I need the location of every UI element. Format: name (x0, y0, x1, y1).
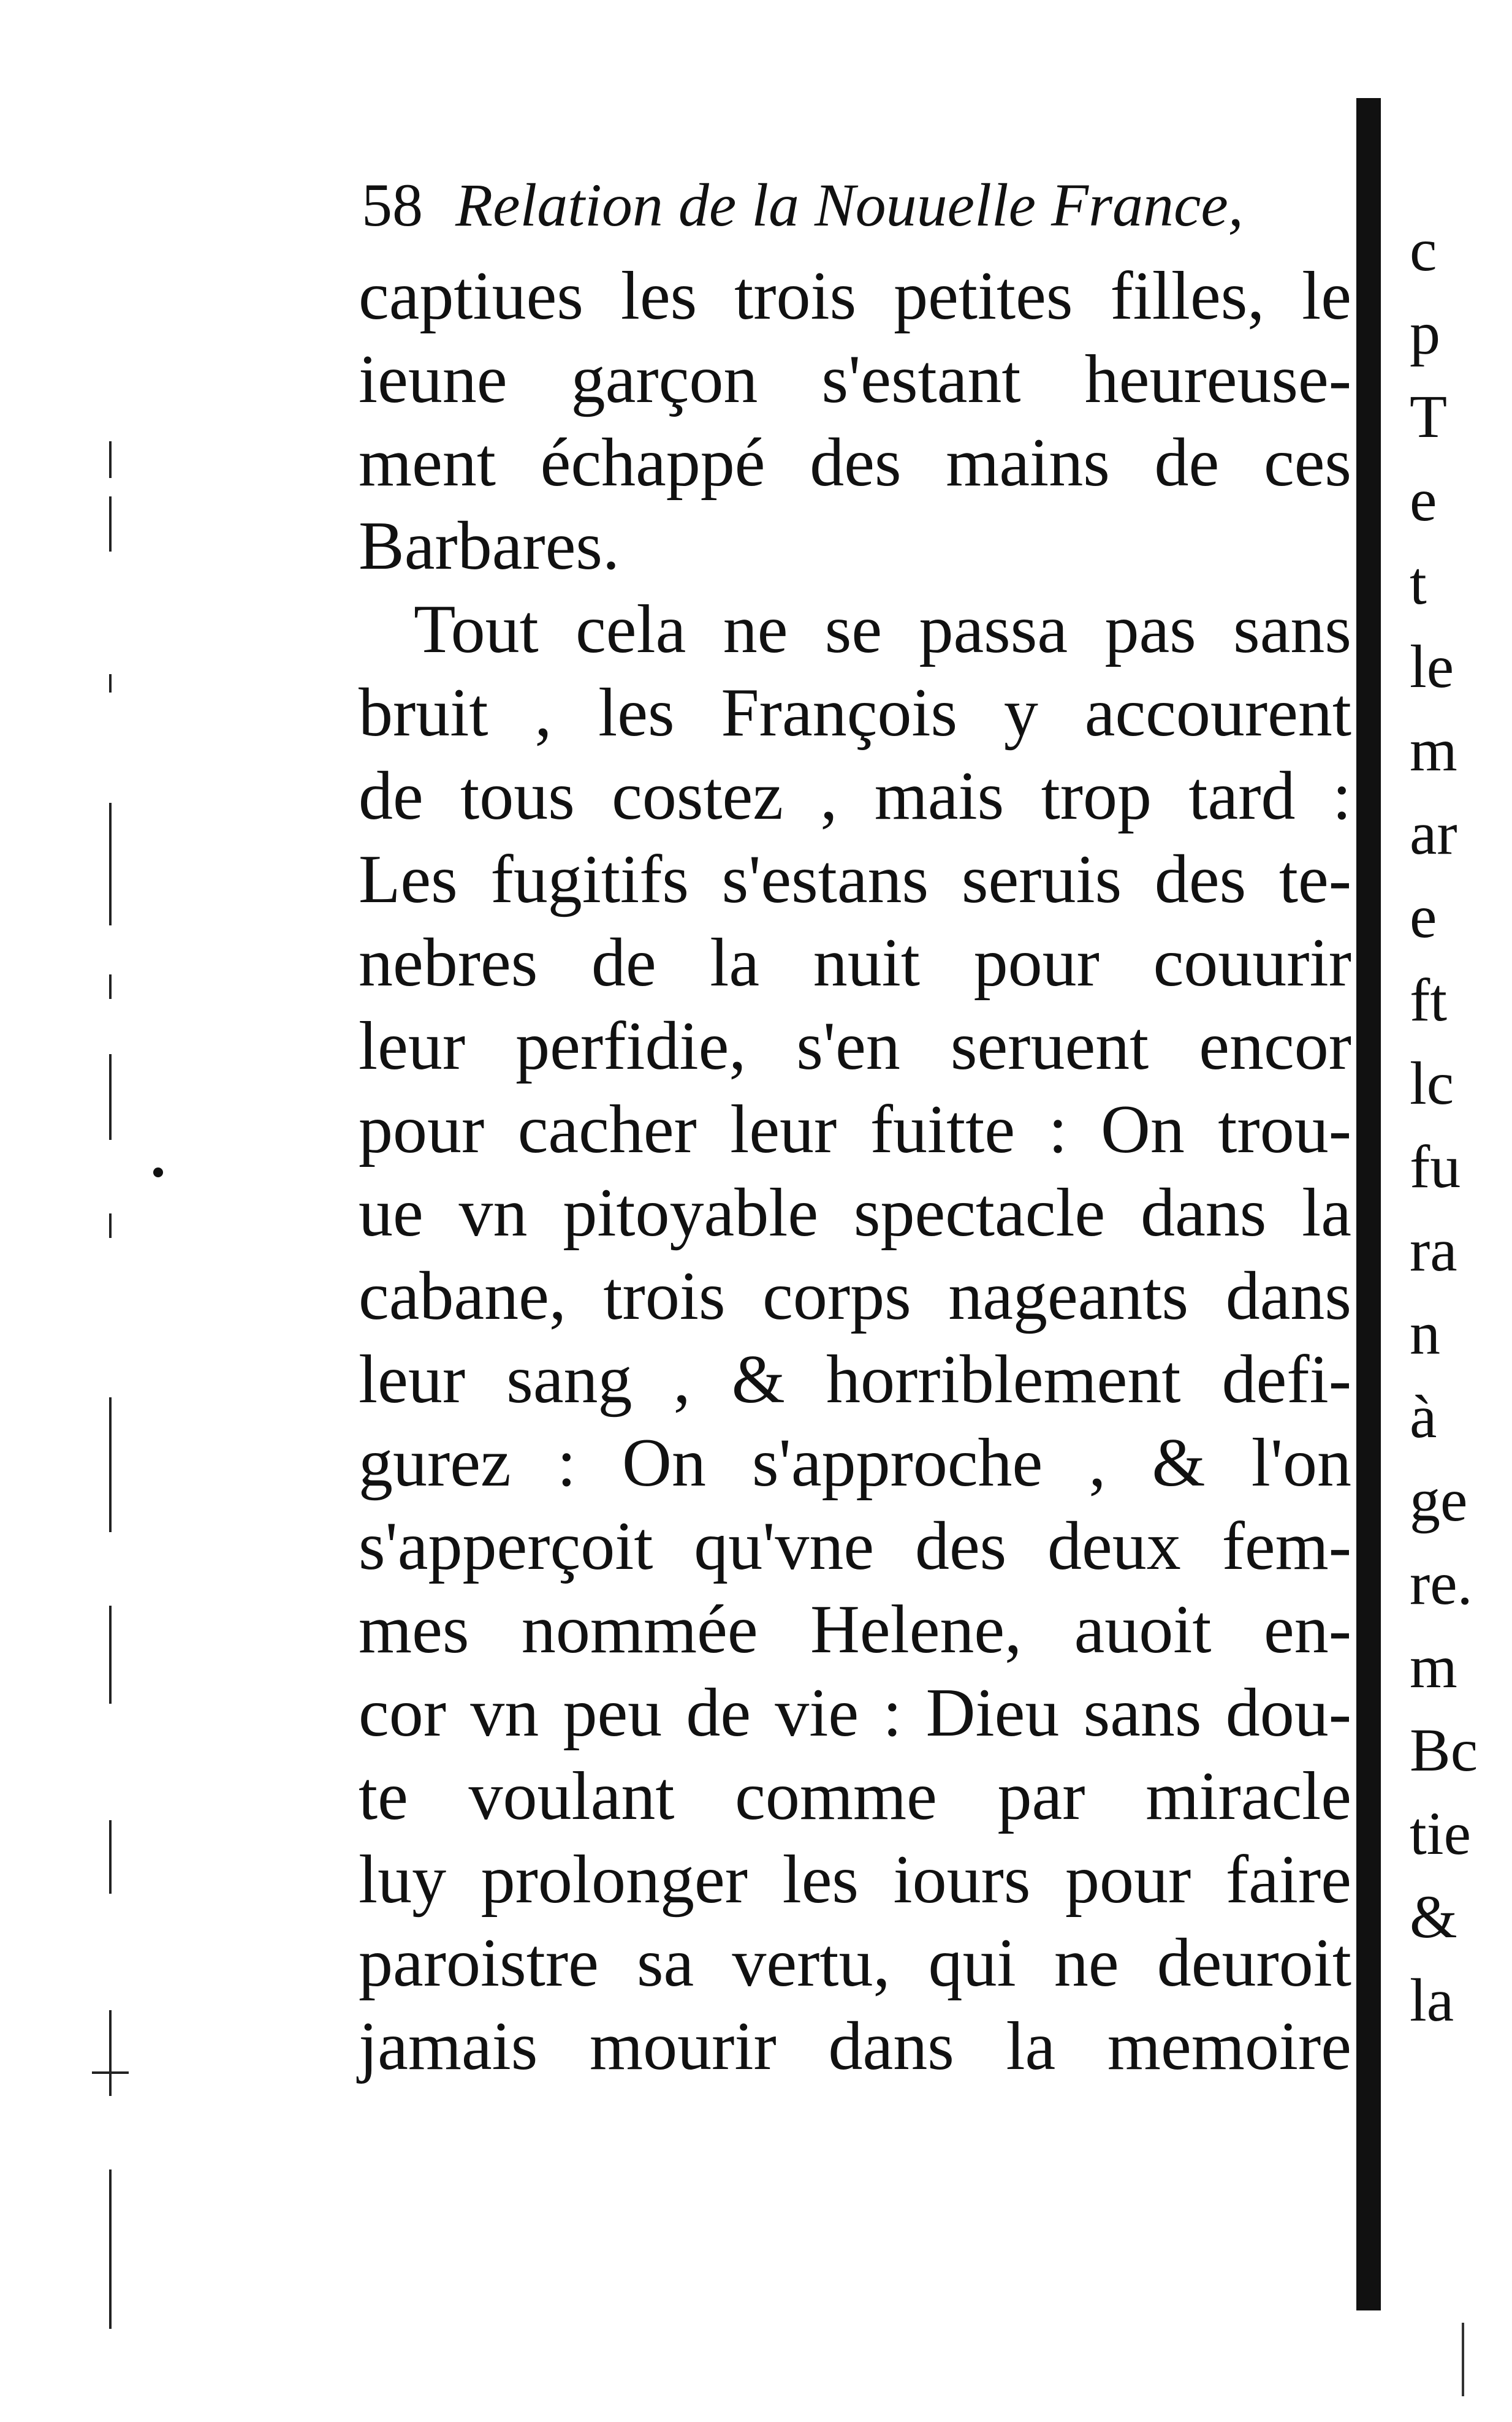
text-line: pour cacher leur fuitte : On trou- (359, 1091, 1351, 1167)
gutter-tick (109, 1054, 112, 1140)
facing-fragment: p (1410, 299, 1440, 367)
gutter-tick (109, 674, 112, 693)
facing-fragment: & (1410, 1883, 1457, 1951)
facing-fragment: tie (1410, 1799, 1471, 1867)
ink-dot (153, 1167, 163, 1177)
gutter-tick (109, 1397, 112, 1532)
facing-fragment: à (1410, 1383, 1437, 1451)
facing-fragment: n (1410, 1299, 1440, 1367)
text-line: Les fugitifs s'estans seruis des te- (359, 841, 1351, 917)
gutter-scan-marks (92, 441, 129, 2402)
facing-fragment: ra (1410, 1216, 1457, 1284)
facing-fragment: ge (1410, 1466, 1468, 1534)
text-line: Tout cela ne se passa pas sans (414, 591, 1351, 667)
facing-fragment: le (1410, 632, 1454, 700)
text-line: Barbares. (359, 508, 620, 584)
text-line: jamais mourir dans la memoire (359, 2008, 1351, 2084)
gutter-tick (109, 2010, 112, 2096)
text-line: luy prolonger les iours pour faire (359, 1842, 1351, 1918)
facing-page-fragments (1410, 208, 1512, 2042)
facing-fragment: fu (1410, 1133, 1461, 1201)
facing-fragment: ft (1410, 966, 1448, 1034)
facing-fragment: ar (1410, 799, 1457, 867)
text-line: bruit , les François y accourent (359, 675, 1351, 751)
gutter-tick (109, 2170, 112, 2329)
text-line: captiues les trois petites filles, le (359, 258, 1351, 334)
facing-fragment: m (1410, 716, 1457, 784)
text-line: paroistre sa vertu, qui ne deuroit (359, 1925, 1351, 2001)
gutter-rule (92, 2071, 129, 2074)
body-text (359, 254, 1351, 2088)
facing-fragment: T (1410, 382, 1448, 450)
gutter-tick (109, 496, 112, 552)
gutter-tick (109, 1606, 112, 1704)
running-header (362, 156, 1354, 254)
gutter-tick (109, 1213, 112, 1238)
gutter-tick (109, 441, 112, 478)
text-line: de tous costez , mais trop tard : (359, 758, 1351, 834)
text-line: cor vn peu de vie : Dieu sans dou- (359, 1675, 1351, 1751)
text-line: ieune garçon s'estant heureuse- (359, 341, 1351, 417)
facing-fragment: t (1410, 549, 1427, 617)
facing-fragment: re. (1410, 1549, 1473, 1617)
facing-fragment: e (1410, 466, 1437, 534)
page-number: 58 (362, 171, 423, 239)
binding-edge (1356, 98, 1381, 2310)
text-line: nebres de la nuit pour couurir (359, 925, 1351, 1001)
facing-fragment: la (1410, 1966, 1454, 2034)
text-line: te voulant comme par miracle (359, 1758, 1351, 1834)
text-line: leur perfidie, s'en seruent encor (359, 1008, 1351, 1084)
text-line: gurez : On s'approche , & l'on (359, 1425, 1351, 1501)
text-line: ment échappé des mains de ces (359, 425, 1351, 501)
text-line: ue vn pitoyable spectacle dans la (359, 1175, 1351, 1251)
facing-fragment: Bc (1410, 1716, 1478, 1784)
facing-fragment: lc (1410, 1049, 1454, 1117)
gutter-tick (109, 1820, 112, 1894)
text-line: s'apperçoit qu'vne des deux fem- (359, 1508, 1351, 1584)
running-title: Relation de la Nouuelle France, (455, 171, 1244, 239)
text-line: cabane, trois corps nageants dans (359, 1258, 1351, 1334)
gutter-tick (109, 974, 112, 999)
facing-fragment: m (1410, 1633, 1457, 1701)
text-line: leur sang , & horriblement defi- (359, 1342, 1351, 1418)
facing-fragment: e (1410, 883, 1437, 951)
edge-mark (1462, 2323, 1464, 2396)
gutter-tick (109, 2310, 112, 2329)
facing-fragment: c (1410, 216, 1437, 284)
text-line: mes nommée Helene, auoit en- (359, 1592, 1351, 1668)
gutter-tick (109, 803, 112, 925)
